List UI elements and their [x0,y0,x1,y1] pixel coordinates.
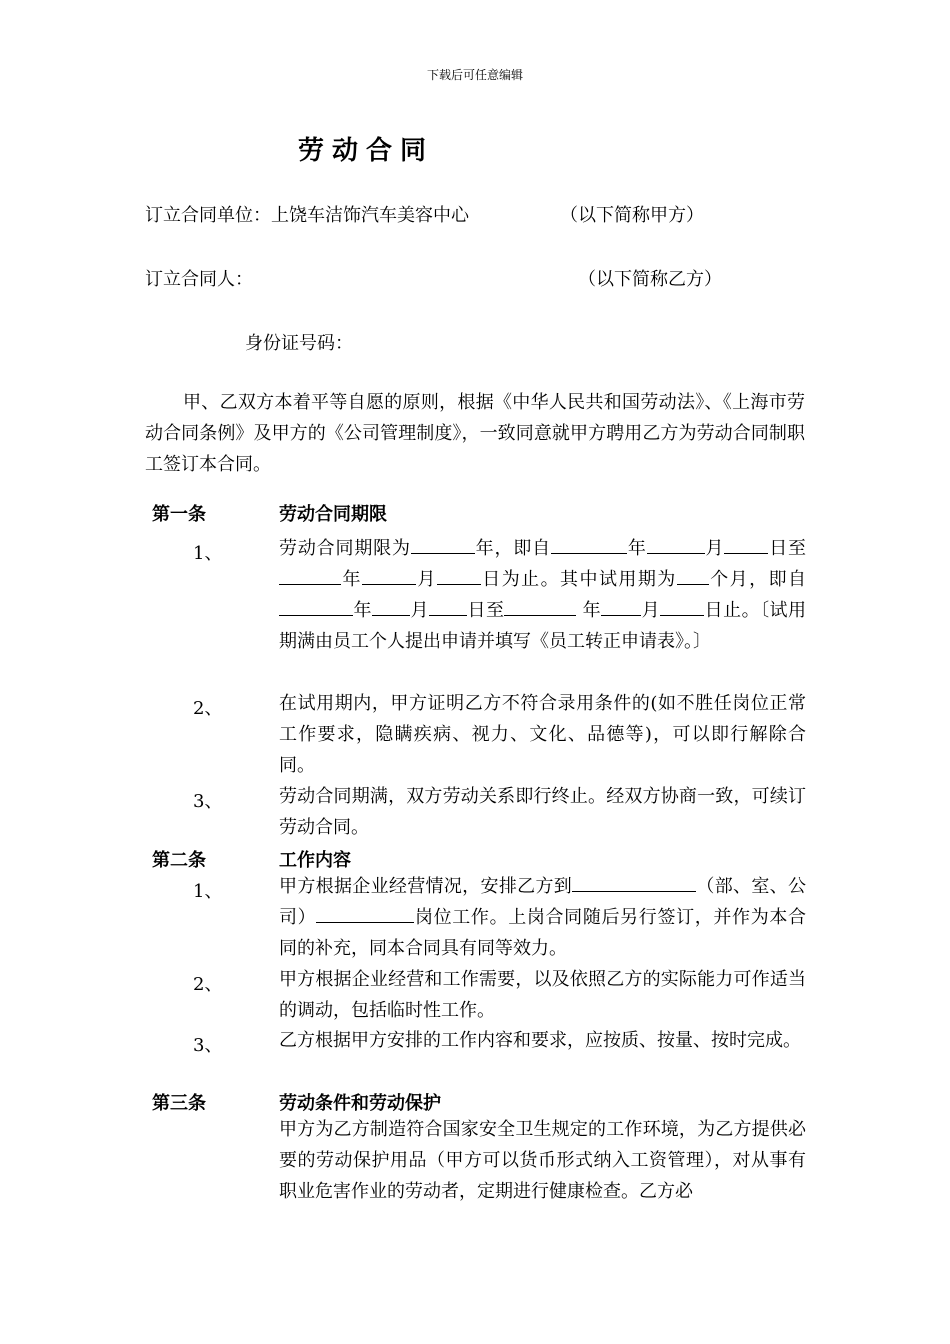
blank-line [677,566,709,585]
article-1-item-3-text: 劳动合同期满，双方劳动关系即行终止。经双方协商一致，可续订劳动合同。 [279,786,806,838]
article-1-item-1-text: 劳动合同期限为 年，即自 年 月 日至年 月 日为止。其中试用期为 个月，即自年 月 日至 年 月 日止。〔试用期满由员工个人提出申请并填写《员工转正申请表》。〕 [279,533,806,657]
article-3-number: 第三条 [152,1093,206,1114]
article-1-item-2-text: 在试用期内，甲方证明乙方不符合录用条件的(如不胜任岗位正常工作要求，隐瞒疾病、视力、文化、品德等)，可以即行解除合同。 [279,693,806,776]
article-2-title: 工作内容 [279,850,351,871]
header-note: 下载后可任意编辑 [426,68,523,82]
blank-line [551,535,627,554]
article-2-item-3-number: 3、 [193,1035,223,1056]
article-3-body: 甲方为乙方制造符合国家安全卫生规定的工作环境，为乙方提供必要的劳动保护用品（甲方可以货币形式纳入工资管理），对从事有职业危害作业的劳动者，定期进行健康检查。乙方必 [279,1119,806,1202]
id-number-label: 身份证号码： [245,333,353,354]
blank-line [411,535,475,554]
article-2-number: 第二条 [152,850,206,871]
blank-line [647,535,705,554]
article-2-item-2-number: 2、 [193,974,223,995]
blank-line [724,535,768,554]
preamble-paragraph: 甲、乙双方本着平等自愿的原则，根据《中华人民共和国劳动法》、《上海市劳动合同条例》及甲方的《公司管理制度》，一致同意就甲方聘用乙方为劳动合同制职工签订本合同。 [145,392,805,475]
article-1-item-1-number: 1、 [193,543,223,564]
blank-line [279,566,341,585]
article-3-title: 劳动条件和劳动保护 [279,1093,441,1114]
article-1-title: 劳动合同期限 [279,504,387,525]
blank-line [362,566,416,585]
blank-line [601,597,641,616]
blank-line [316,904,414,923]
blank-line [279,597,353,616]
party-b-abbr: （以下简称乙方） [578,269,722,290]
blank-line [504,597,576,616]
blank-line [429,597,467,616]
document-title: 劳动合同 [298,136,435,166]
blank-line [572,873,696,892]
party-a-abbr: （以下简称甲方） [560,205,704,226]
article-2-item-1-number: 1、 [193,881,223,902]
article-2-item-2-text: 甲方根据企业经营和工作需要，以及依照乙方的实际能力可作适当的调动，包括临时性工作。 [279,969,806,1021]
party-a-label: 订立合同单位：上饶车洁饰汽车美容中心 [145,205,469,226]
blank-line [372,597,410,616]
blank-line [437,566,481,585]
article-1-item-3-number: 3、 [193,791,223,812]
article-2-item-3-text: 乙方根据甲方安排的工作内容和要求，应按质、按量、按时完成。 [279,1030,801,1051]
article-1-item-2-number: 2、 [193,698,223,719]
article-2-item-1-text: 甲方根据企业经营情况，安排乙方到 （部、室、公司） 岗位工作。上岗合同随后另行签订，并作为本合同的补充，同本合同具有同等效力。 [279,871,806,964]
blank-line [660,597,704,616]
article-1-number: 第一条 [152,504,206,525]
party-b-label: 订立合同人： [145,269,253,290]
